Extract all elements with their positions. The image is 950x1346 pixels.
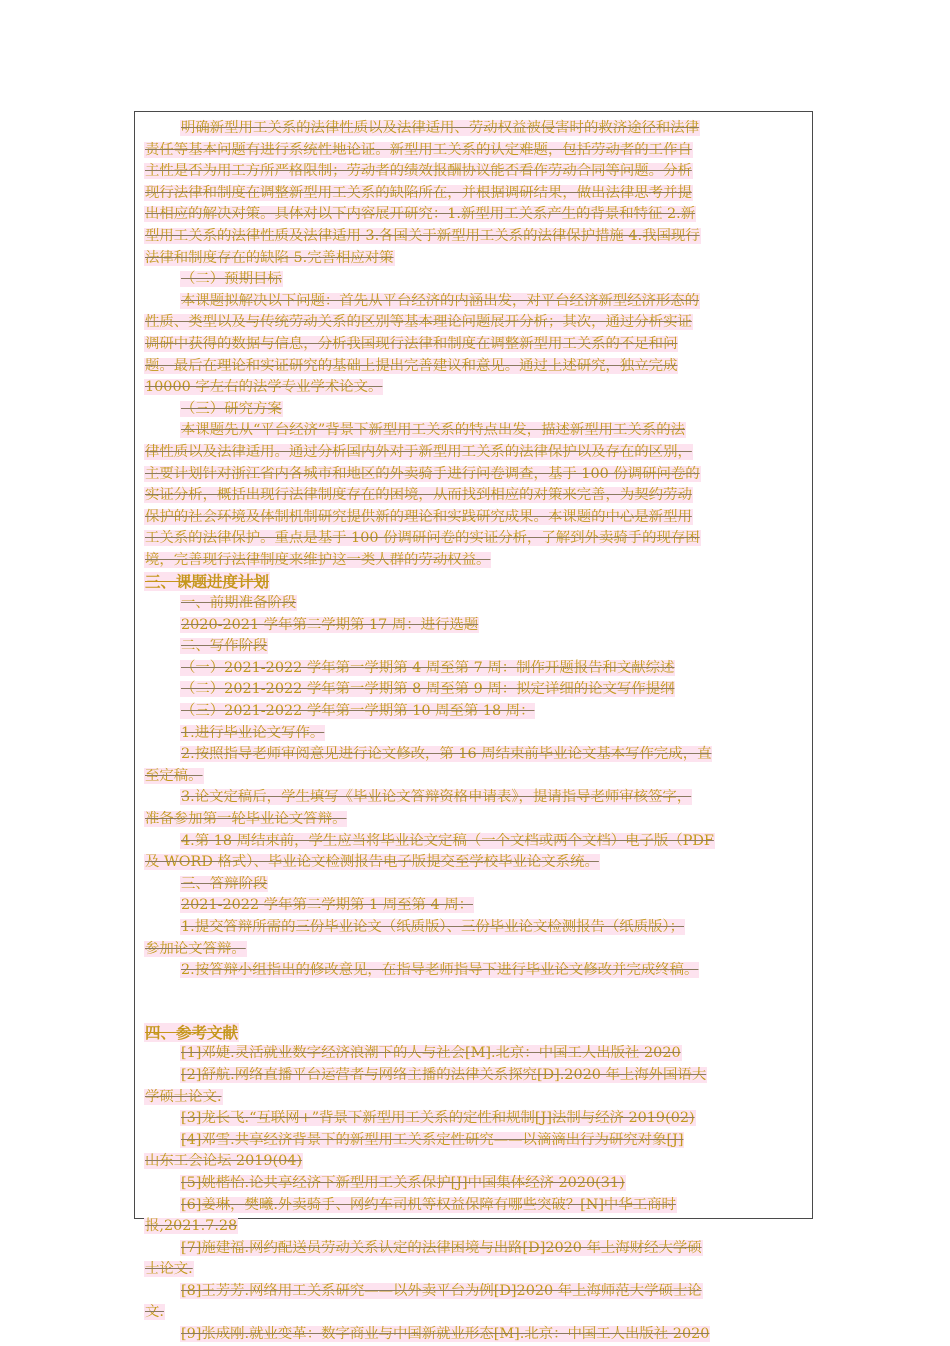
line-text: [3]龙长飞.“互联网+”背景下新型用工关系的定性和规制[J]法制与经济 2019(02)	[181, 1110, 695, 1127]
reference-line	[144, 1151, 808, 1173]
paragraph-line	[144, 226, 808, 248]
schedule-line	[144, 636, 808, 658]
paragraph-line	[144, 248, 808, 270]
line-text: 山东工会论坛 2019(04)	[145, 1153, 303, 1170]
line-text: 主要计划针对浙江省内各城市和地区的外卖骑手进行问卷调查，基于 100 份调研问卷的	[145, 465, 700, 482]
line-text: 士论文.	[145, 1261, 193, 1278]
heading-expected-goals: （二）预期目标	[181, 271, 282, 288]
reference-line	[144, 1065, 808, 1087]
schedule-line	[144, 939, 808, 961]
line-text: 文.	[145, 1304, 164, 1321]
line-text: 性质、类型以及与传统劳动关系的区别等基本理论问题展开分析；其次，通过分析实证	[145, 314, 692, 331]
line-text: 4.第 18 周结束前，学生应当将毕业论文定稿（一个文档或两个文档）电子版（PDF	[181, 832, 714, 849]
schedule-line	[144, 809, 808, 831]
line-text: 责任等基本问题有进行系统性地论证。新型用工关系的认定难题，包括劳动者的工作自	[145, 141, 692, 158]
paragraph-line	[144, 420, 808, 442]
line-text: 1.进行毕业论文写作。	[181, 724, 325, 741]
line-text: 本课题拟解决以下问题：首先从平台经济的内涵出发，对平台经济新型经济形态的	[181, 292, 700, 309]
document-content	[144, 118, 808, 1346]
line-text: 法律和制度存在的缺陷 5.完善相应对策	[145, 249, 394, 266]
paragraph-line	[144, 528, 808, 550]
line-text: 明确新型用工关系的法律性质以及法律适用、劳动权益被侵害时的救济途径和法律	[181, 120, 700, 136]
research-plan-paragraph	[144, 420, 808, 571]
line-text: 本课题先从“平台经济”背景下新型用工关系的特点出发，描述新型用工关系的法	[181, 422, 685, 439]
line-text: 2020-2021 学年第二学期第 17 周：进行选题	[181, 616, 479, 633]
reference-line	[144, 1238, 808, 1260]
line-text: [4]邓雪.共享经济背景下的新型用工关系定性研究——以滴滴出行为研究对象[J]	[181, 1131, 684, 1148]
reference-line	[144, 1281, 808, 1303]
line-text: 及 WORD 格式）、毕业论文检测报告电子版提交至学校毕业论文系统。	[145, 854, 599, 871]
line-text: [1]邓婕.灵活就业数字经济浪潮下的人与社会[M].北京：中国工人出版社 2020	[181, 1045, 681, 1062]
line-text: （三）2021-2022 学年第一学期第 10 周至第 18 周：	[181, 703, 535, 720]
line-text: 2.按答辩小组指出的修改意见，在指导老师指导下进行毕业论文修改并完成终稿。	[181, 962, 699, 979]
schedule-line	[144, 917, 808, 939]
paragraph-line	[144, 118, 808, 140]
paragraph-line	[144, 485, 808, 507]
paragraph-line	[144, 550, 808, 572]
line-text: 至定稿。	[145, 767, 203, 784]
line-text: 律性质以及法律适用。通过分析国内外对于新型用工关系的法律保护以及存在的区别，	[145, 443, 692, 460]
line-text: [5]姚楷怡.论共享经济下新型用工关系保护[J]中国集体经济 2020(31)	[181, 1174, 625, 1191]
line-text: 二、写作阶段	[181, 638, 268, 655]
line-text: 参加论文答辩。	[145, 940, 246, 957]
schedule-line	[144, 831, 808, 853]
line-text: 现行法律和制度在调整新型用工关系的缺陷所在，并根据调研结果，做出法律思考并提	[145, 184, 692, 201]
schedule-line	[144, 615, 808, 637]
line-text: （一）2021-2022 学年第一学期第 4 周至第 7 周：制作开题报告和文献综述	[181, 659, 675, 676]
section-title-schedule: 三、课题进度计划	[145, 572, 270, 592]
paragraph-line	[144, 161, 808, 183]
reference-line	[144, 1195, 808, 1217]
schedule-line	[144, 766, 808, 788]
paragraph-line	[144, 312, 808, 334]
paragraph-line	[144, 291, 808, 313]
line-text: 10000 字左右的法学专业学术论文。	[145, 379, 383, 396]
research-content-paragraph	[144, 118, 808, 269]
schedule-line	[144, 593, 808, 615]
schedule-line	[144, 723, 808, 745]
paragraph-line	[144, 507, 808, 529]
line-text: [2]舒航.网络直播平台运营者与网络主播的法律关系探究[D].2020 年上海外国语大	[181, 1066, 707, 1083]
line-text: 出相应的解决对策。具体对以下内容展开研究：1.新型用工关系产生的背景和特征 2.新	[145, 206, 696, 223]
line-text: 主性是否为用工方所严格限制；劳动者的绩效报酬协议能否看作劳动合同等问题。分析	[145, 163, 692, 180]
line-text: 调研中获得的数据与信息，分析我国现行法律和制度在调整新型用工关系的不足和问	[145, 335, 678, 352]
line-text: 2021-2022 学年第二学期第 1 周至第 4 周：	[181, 897, 473, 914]
line-text: 型用工关系的法律性质及法律适用 3.各国关于新型用工关系的法律保护措施 4.我国现行	[145, 227, 700, 244]
line-text: 学硕士论文.	[145, 1088, 222, 1105]
paragraph-line	[144, 140, 808, 162]
paragraph-line	[144, 334, 808, 356]
document-frame	[134, 111, 813, 1343]
schedule-line	[144, 679, 808, 701]
reference-line	[144, 1173, 808, 1195]
expected-goals-paragraph	[144, 291, 808, 399]
line-text: 3.论文定稿后，学生填写《毕业论文答辩资格申请表》，提请指导老师审核签字，	[181, 789, 692, 806]
paragraph-line	[144, 377, 808, 399]
line-text: 境，完善现行法律制度来维护这一类人群的劳动权益。	[145, 551, 491, 568]
line-text: 一、前期准备阶段	[181, 595, 297, 612]
reference-line	[144, 1043, 808, 1065]
schedule-line	[144, 960, 808, 982]
reference-line	[144, 1259, 808, 1281]
line-text: 三、答辩阶段	[181, 875, 268, 892]
schedule-list	[144, 593, 808, 982]
schedule-line	[144, 744, 808, 766]
spacer	[144, 982, 808, 1022]
reference-line	[144, 1324, 808, 1346]
schedule-line	[144, 852, 808, 874]
paragraph-line	[144, 356, 808, 378]
heading-research-plan: （三）研究方案	[181, 400, 282, 417]
line-text: [9]张成刚.就业变革：数字商业与中国新就业形态[M].北京：中国工人出版社 2020	[181, 1326, 710, 1343]
schedule-line	[144, 895, 808, 917]
paragraph-line	[144, 464, 808, 486]
reference-line	[144, 1108, 808, 1130]
paragraph-line	[144, 183, 808, 205]
schedule-line	[144, 787, 808, 809]
schedule-line	[144, 701, 808, 723]
line-text: [8]王芳芳.网络用工关系研究——以外卖平台为例[D]2020 年上海师范大学硕士论	[181, 1282, 702, 1299]
line-text: 报,2021.7.28	[145, 1218, 238, 1235]
reference-line	[144, 1216, 808, 1238]
paragraph-line	[144, 204, 808, 226]
reference-line	[144, 1130, 808, 1152]
schedule-line	[144, 874, 808, 896]
line-text: 工关系的法律保护。重点是基于 100 份调研问卷的实证分析，了解到外卖骑手的现存困	[145, 530, 700, 547]
paragraph-line	[144, 442, 808, 464]
reference-line	[144, 1302, 808, 1324]
line-text: 1.提交答辩所需的三份毕业论文（纸质版）、三份毕业论文检测报告（纸质版）；	[181, 918, 685, 935]
line-text: 题。最后在理论和实证研究的基础上提出完善建议和意见。通过上述研究，独立完成	[145, 357, 678, 374]
schedule-line	[144, 658, 808, 680]
line-text: 准备参加第一轮毕业论文答辩。	[145, 811, 347, 827]
references-list	[144, 1043, 808, 1345]
line-text: （二）2021-2022 学年第一学期第 8 周至第 9 周：拟定详细的论文写作提纲	[181, 681, 675, 698]
line-text: [7]施建福.网约配送员劳动关系认定的法律困境与出路[D]2020 年上海财经大学硕	[181, 1239, 702, 1256]
line-text: 保护的社会环境及体制机制研究提供新的理论和实践研究成果。本课题的中心是新型用	[145, 508, 692, 525]
section-title-references: 四、参考文献	[145, 1022, 239, 1042]
line-text: 2.按照指导老师审阅意见进行论文修改，第 16 周结束前毕业论文基本写作完成，直	[181, 746, 712, 763]
line-text: [6]姜琳，樊曦.外卖骑手、网约车司机等权益保障有哪些突破？[N]中华工商时	[181, 1196, 676, 1213]
line-text: 实证分析，概括出现行法律制度存在的困境，从而找到相应的对策来完善，为契约劳动	[145, 487, 692, 504]
reference-line	[144, 1087, 808, 1109]
